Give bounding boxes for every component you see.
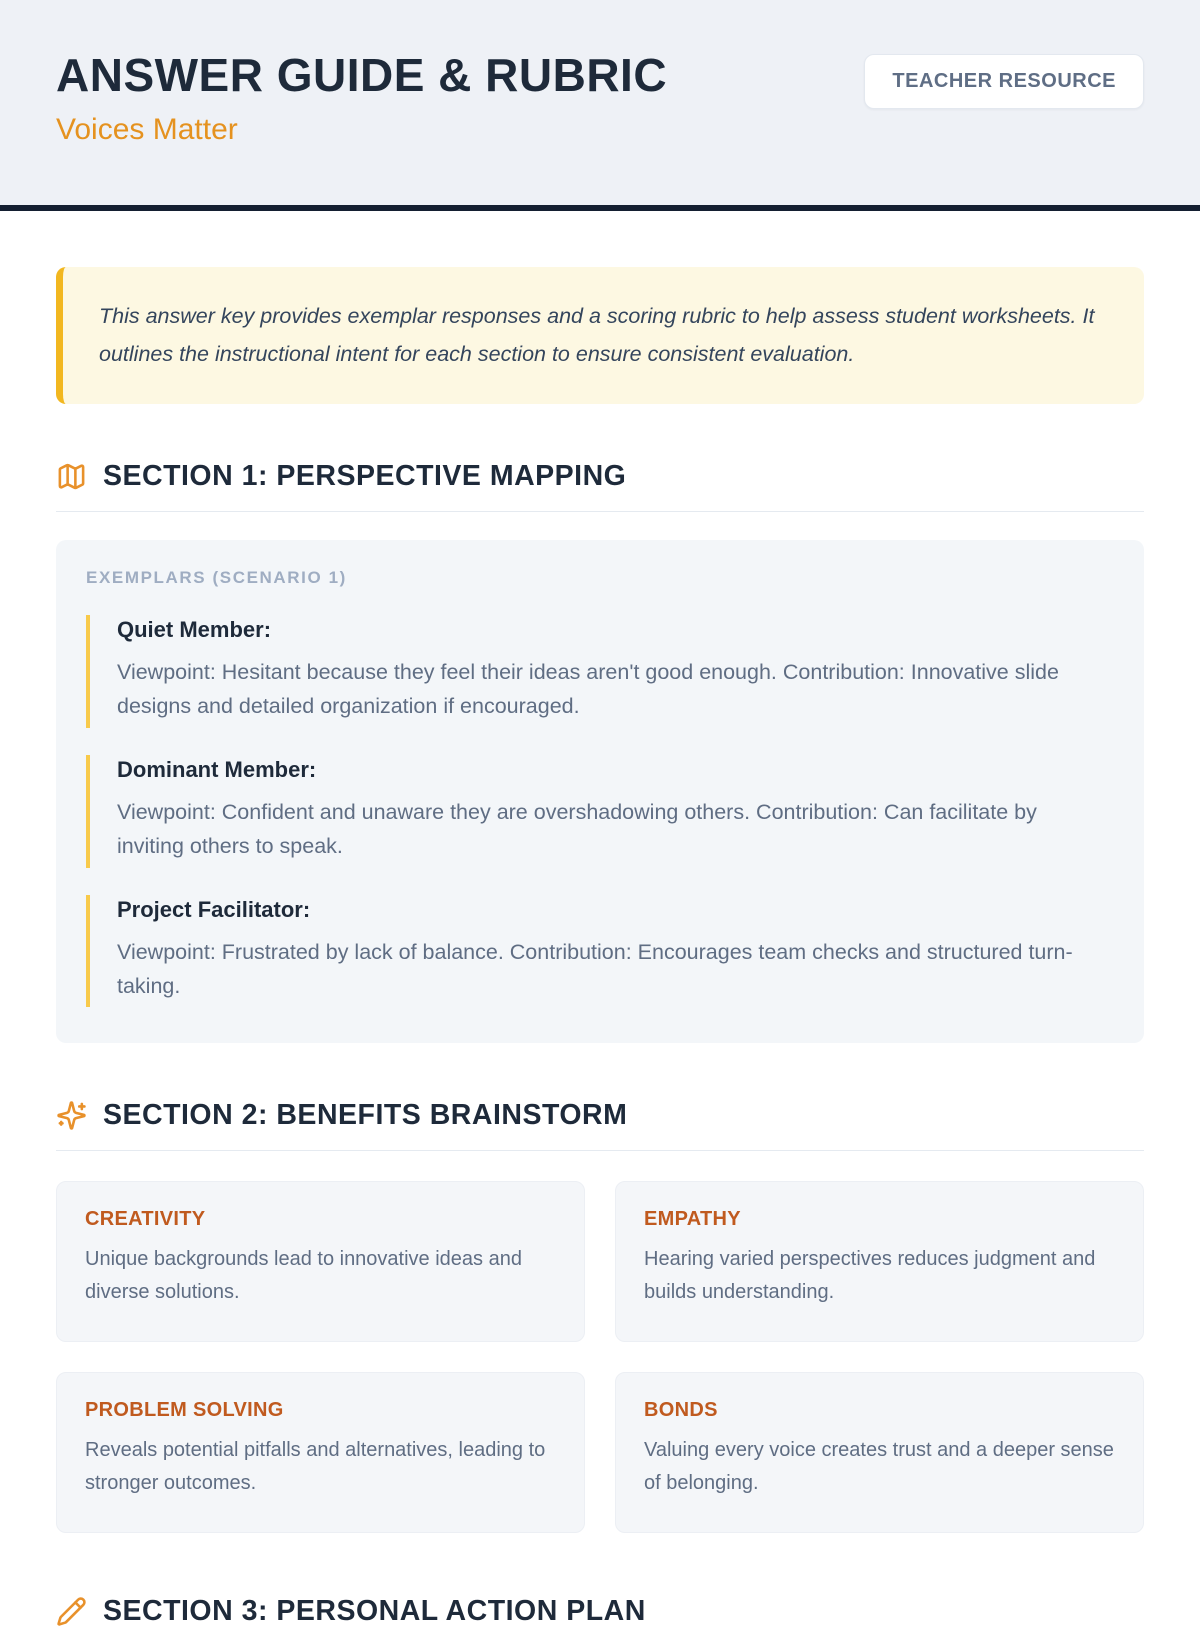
benefit-card-creativity — [56, 1181, 585, 1342]
exemplar-quiet-member — [86, 615, 1114, 728]
exemplar-project-facilitator — [86, 895, 1114, 1008]
section-1-title: SECTION 1: PERSPECTIVE MAPPING — [103, 459, 627, 492]
benefit-title: BONDS — [644, 1399, 718, 1422]
exemplar-text: Viewpoint: Confident and unaware they are overshadowing others. Contribution: Can facilitate by inviting others to speak. — [117, 799, 1037, 859]
benefit-text: Hearing varied perspectives reduces judgment and builds understanding. — [644, 1248, 1096, 1304]
benefit-title: PROBLEM SOLVING — [85, 1399, 284, 1422]
section-personal-action-plan — [56, 1595, 1144, 1628]
sparkles-icon — [56, 1100, 87, 1131]
benefits-grid — [56, 1181, 1144, 1533]
intro-callout — [56, 267, 1144, 404]
exemplar-text: Viewpoint: Frustrated by lack of balance. Contribution: Encourages team checks and structured turn-taking. — [117, 939, 1073, 998]
benefit-text: Unique backgrounds lead to innovative ideas and diverse solutions. — [85, 1248, 522, 1304]
exemplar-text: Viewpoint: Hesitant because they feel their ideas aren't good enough. Contribution: Innovative slide designs and detailed organization if encouraged. — [117, 659, 1059, 719]
main-content — [0, 267, 1200, 1628]
section-perspective-mapping — [56, 460, 1144, 1043]
exemplar-name: Project Facilitator: — [117, 896, 311, 922]
exemplars-label: EXEMPLARS (SCENARIO 1) — [86, 567, 347, 587]
benefit-card-problem-solving — [56, 1372, 585, 1533]
header-titles — [56, 50, 667, 147]
section-2-heading — [56, 1099, 1144, 1151]
exemplars-card — [56, 540, 1144, 1043]
pencil-icon — [56, 1596, 87, 1627]
page-subtitle: Voices Matter — [56, 112, 238, 146]
benefit-title: CREATIVITY — [85, 1208, 206, 1231]
header-inner — [56, 50, 1144, 147]
teacher-resource-badge: TEACHER RESOURCE — [864, 54, 1144, 109]
exemplar-name: Quiet Member: — [117, 616, 272, 642]
page-title: ANSWER GUIDE & RUBRIC — [56, 49, 668, 101]
map-icon — [56, 461, 87, 492]
section-3-title: SECTION 3: PERSONAL ACTION PLAN — [103, 1595, 646, 1628]
header — [0, 0, 1200, 211]
section-2-title: SECTION 2: BENEFITS BRAINSTORM — [103, 1099, 628, 1132]
benefit-card-bonds — [615, 1372, 1144, 1533]
intro-text: This answer key provides exemplar responses and a scoring rubric to help assess student worksheets. It outlines the instructional intent for each section to ensure consistent evaluation. — [99, 303, 1095, 367]
section-benefits-brainstorm — [56, 1099, 1144, 1533]
benefit-text: Reveals potential pitfalls and alternatives, leading to stronger outcomes. — [85, 1439, 546, 1495]
benefit-text: Valuing every voice creates trust and a deeper sense of belonging. — [644, 1439, 1114, 1495]
section-3-heading — [56, 1595, 1144, 1628]
exemplar-dominant-member — [86, 755, 1114, 868]
section-1-heading — [56, 460, 1144, 512]
benefit-card-empathy — [615, 1181, 1144, 1342]
exemplar-name: Dominant Member: — [117, 756, 317, 782]
benefit-title: EMPATHY — [644, 1208, 741, 1231]
